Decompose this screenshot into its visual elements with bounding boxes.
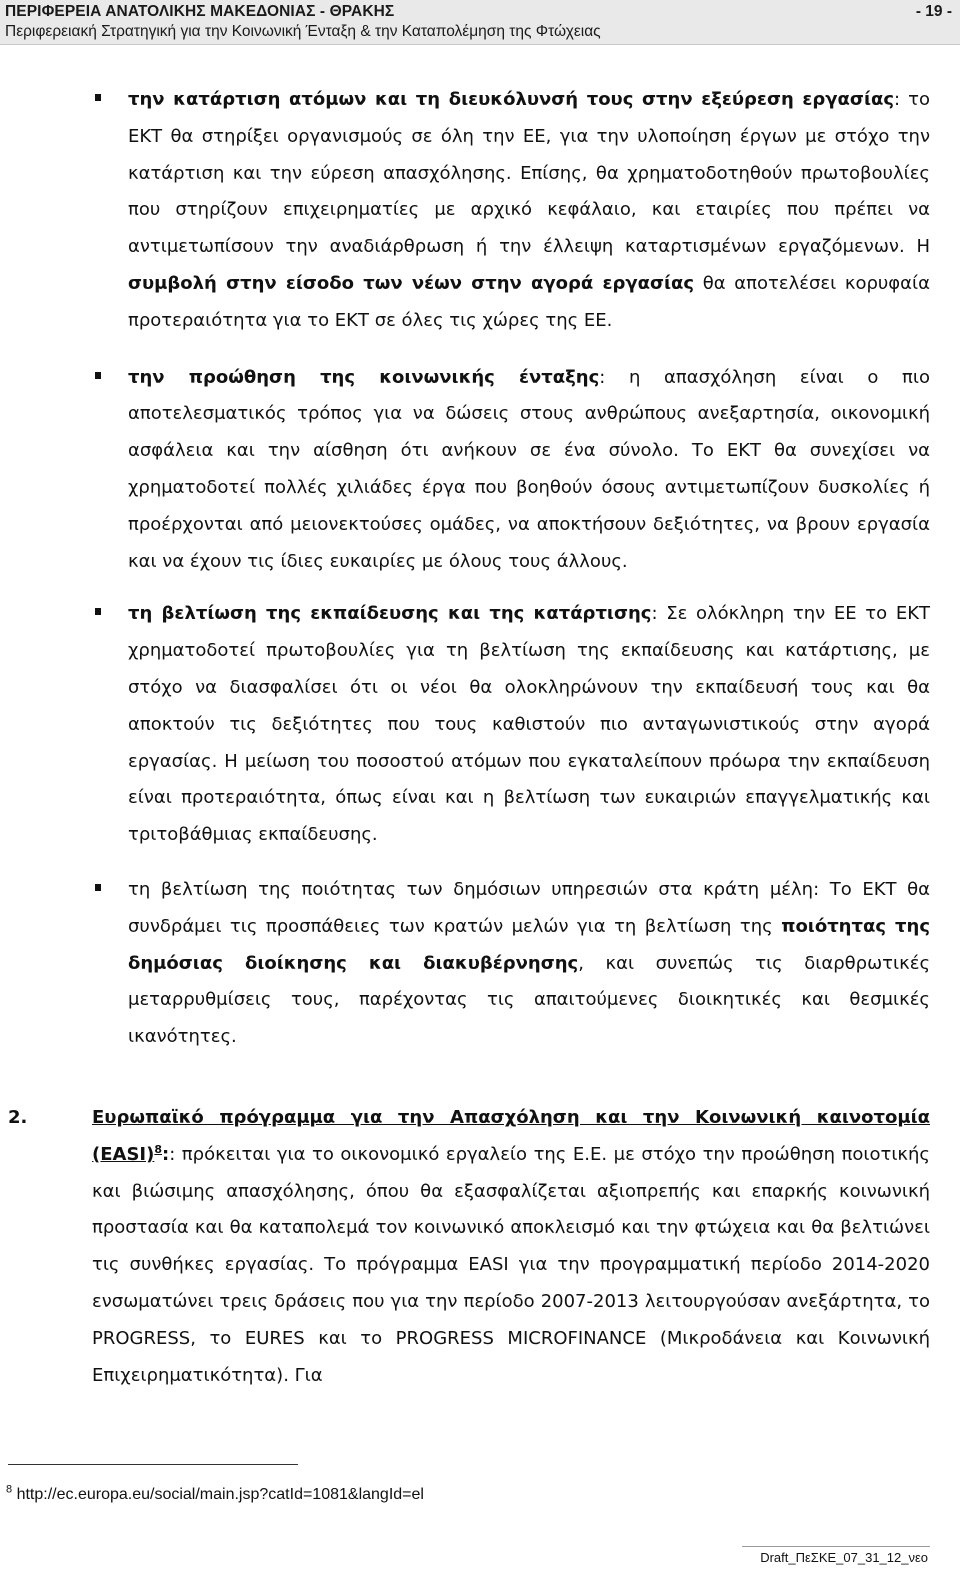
page-header [0, 0, 960, 44]
page-number: - 19 - [915, 3, 952, 20]
numbered-section [0, 1100, 960, 1394]
list-item [0, 596, 960, 854]
bullet-title: την κατάρτιση ατόμων και τη διευκόλυνσή τους στην εξεύρεση εργασίας [128, 89, 894, 110]
footnote [6, 1483, 424, 1504]
paragraph [128, 596, 930, 854]
header-subtitle: Περιφερειακή Στρατηγική για την Κοινωνική Ένταξη & την Καταπολέμηση της Φτώχειας [5, 23, 601, 40]
header-divider [0, 44, 960, 45]
header-title: ΠΕΡΙΦΕΡΕΙΑ ΑΝΑΤΟΛΙΚΗΣ ΜΑΚΕΔΟΝΙΑΣ - ΘΡΑΚΗΣ [5, 3, 395, 20]
bullet-title: τη βελτίωση της εκπαίδευσης και της κατάρτισης [128, 603, 652, 625]
list-item [0, 360, 960, 581]
footer-divider [742, 1546, 930, 1547]
square-bullet-icon [95, 372, 101, 379]
bold-phrase: συμβολή στην είσοδο των νέων στην αγορά εργασίας [128, 272, 695, 294]
bullet-text: θα αποτελέσει κορυφαία προτεραιότητα για το ΕΚΤ σε όλες τις χώρες της ΕΕ. [128, 272, 930, 331]
bullet-text: : Σε ολόκληρη την ΕΕ το ΕΚΤ χρηματοδοτεί πρωτοβουλίες για τη βελτίωση της εκπαίδευσης και κατάρτισης, με στόχο να διασφαλίσει ότι οι νέοι θα ολοκληρώνουν την εκπαίδευσή τους και θα αποκτούν τις δεξιότητες που τους καθιστούν πιο ανταγωνιστικούς στην αγορά εργασίας. Η μείωση του ποσοστού ατόμων που εγκαταλείπουν πρόωρα την εκπαίδευση είναι προτεραιότητα, όπως είναι και η βελτίωση των ευκαιριών επαγγελματικής και τριτοβάθμιας εκπαίδευσης. [128, 603, 930, 846]
paragraph [128, 82, 930, 340]
square-bullet-icon [95, 94, 101, 101]
footnote-link[interactable]: http://ec.europa.eu/social/main.jsp?catId=1081&langId=el [12, 1486, 424, 1503]
footnote-divider [8, 1464, 298, 1465]
bullet-text: , και συνεπώς τις διαρθρωτικές μεταρρυθμίσεις τους, παρέχοντας τις απαιτούμενες διοικητικές και θεσμικές ικανότητες. [128, 952, 931, 1048]
list-item [0, 82, 960, 340]
paragraph [128, 872, 930, 1056]
list-item [0, 872, 960, 1056]
bullet-list [0, 82, 960, 1076]
bold-phrase: ποιότητας της δημόσιας διοίκησης και διακυβέρνησης [128, 915, 930, 974]
footnote-mark: 8 [6, 1483, 13, 1496]
section-text: : πρόκειται για το οικονομικό εργαλείο της Ε.Ε. με στόχο την προώθηση ποιοτικής και βιώσιμης απασχόλησης, όπου θα εξασφαλίζεται αξιοπρεπής και επαρκής κοινωνική προστασία και θα καταπολεμά τον κοινωνικό αποκλεισμό και την φτώχεια και θα βελτιώνει τις συνθήκες εργασίας. Το πρόγραμμα EASI για την προγραμματική περίοδο 2014-2020 ενσωματώνει τρεις δράσεις που για την περίοδο 2007-2013 λειτουργούσαν ανεξάρτητα, το PROGRESS, το EURES και το PROGRESS MICROFINANCE (Μικροδάνεια και Κοινωνική Επιχειρηματικότητα). Για [92, 1143, 930, 1386]
footnote-reference[interactable]: 8 [154, 1142, 162, 1156]
bullet-text: : η απασχόληση είναι ο πιο αποτελεσματικός τρόπος για να δώσεις στους ανθρώπους ανεξαρτησία, οικονομική ασφάλεια και την αίσθηση ότι ανήκουν σε ένα σύνολο. Το ΕΚΤ θα συνεχίσει να χρηματοδοτεί πολλές χιλιάδες έργα που βοηθούν όσους αντιμετωπίζουν δυσκολίες ή προέρχονται από μειονεκτούσες ομάδες, να αποκτήσουν δεξιότητες, να βρουν εργασία και να έχουν τις ίδιες ευκαιρίες με όλους τους άλλους. [128, 366, 930, 572]
bullet-title: την προώθηση της κοινωνικής ένταξης [128, 366, 600, 388]
document-reference: Draft_ΠεΣΚΕ_07_31_12_νεο [760, 1550, 928, 1565]
paragraph [128, 360, 930, 581]
section-title: Ευρωπαϊκό πρόγραμμα για την Απασχόληση και την Κοινωνική καινοτομία (EASI) [92, 1107, 930, 1165]
paragraph [92, 1100, 930, 1394]
colon: : [162, 1143, 170, 1165]
bullet-text: τη βελτίωση της ποιότητας των δημόσιων υπηρεσιών στα κράτη μέλη: Το ΕΚΤ θα συνδράμει τις προσπάθειες των κρατών μελών για τη βελτίωση της [128, 878, 930, 937]
section-number: 2. [8, 1107, 28, 1128]
square-bullet-icon [95, 608, 101, 615]
bullet-text: : το ΕΚΤ θα στηρίξει οργανισμούς σε όλη την ΕΕ, για την υλοποίηση έργων με στόχο την κατάρτιση και την εύρεση απασχόλησης. Επίσης, θα χρηματοδοτηθούν πρωτοβουλίες που στηρίζουν επιχειρηματίες με αρχικό κεφάλαιο, και εταιρίες που πρέπει να αντιμετωπίσουν την αναδιάρθρωση ή την έλλειψη καταρτισμένων εργαζόμενων. Η [128, 89, 930, 258]
square-bullet-icon [95, 884, 101, 891]
